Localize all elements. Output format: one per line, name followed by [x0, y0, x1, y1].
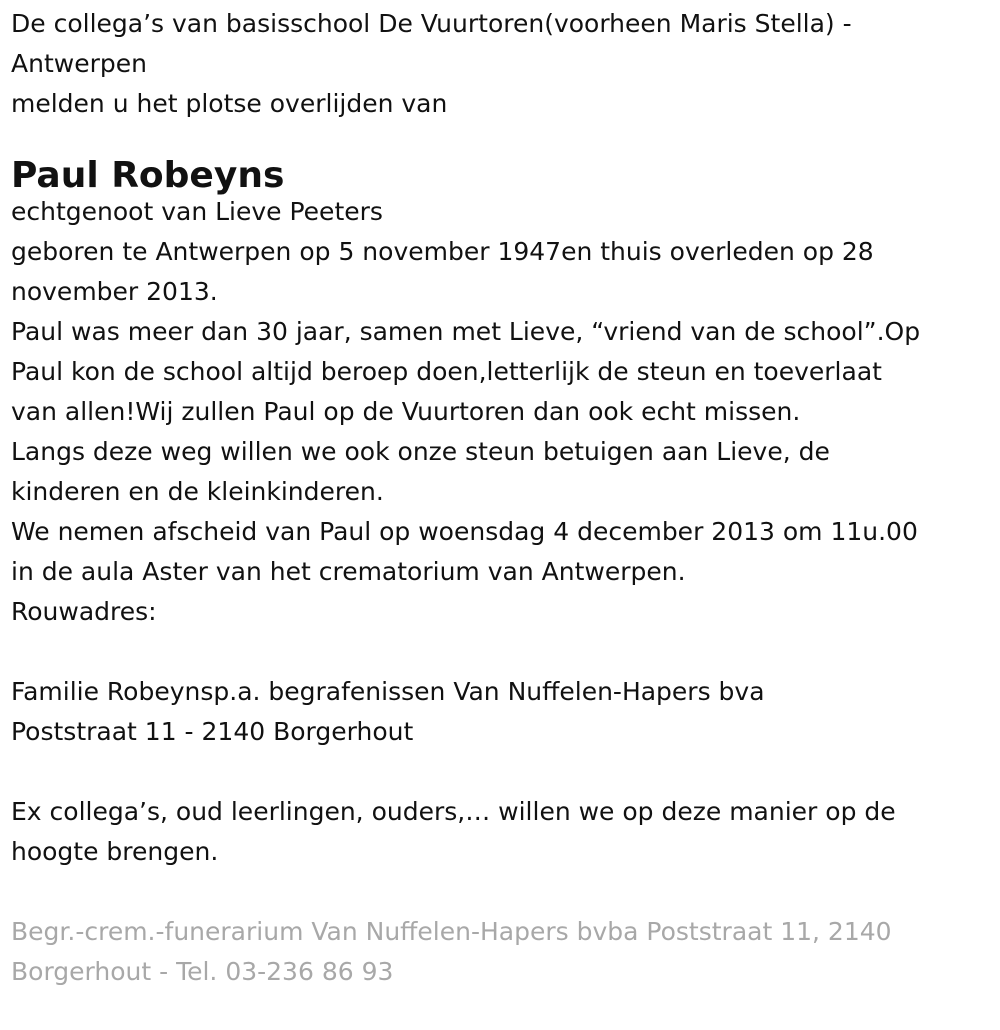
closing-line-1: Ex collega’s, oud leerlingen, ouders,… willen we op deze manier op de: [11, 797, 896, 826]
body-line: Paul kon de school altijd beroep doen,letterlijk de steun en toeverlaat: [11, 357, 882, 386]
footer-line-1: Begr.-crem.-funerarium Van Nuffelen-Hapers bvba Poststraat 11, 2140: [11, 917, 892, 946]
body-line: van allen!Wij zullen Paul op de Vuurtoren dan ook echt missen.: [11, 397, 801, 426]
address-line-1: Familie Robeynsp.a. begrafenissen Van Nuffelen-Hapers bva: [11, 677, 765, 706]
body-line: kinderen en de kleinkinderen.: [11, 477, 384, 506]
closing-line-2: hoogte brengen.: [11, 837, 219, 866]
footer-line-2: Borgerhout - Tel. 03-236 86 93: [11, 957, 394, 986]
body-line: Langs deze weg willen we ook onze steun betuigen aan Lieve, de: [11, 437, 830, 466]
address-line-2: Poststraat 11 - 2140 Borgerhout: [11, 717, 414, 746]
intro-line-2: Antwerpen: [11, 49, 147, 78]
body-line: Paul was meer dan 30 jaar, samen met Lieve, “vriend van de school”.Op: [11, 317, 921, 346]
spacer: [11, 632, 986, 672]
spacer: [11, 872, 986, 912]
intro-line-3: melden u het plotse overlijden van: [11, 89, 448, 118]
body-line: echtgenoot van Lieve Peeters: [11, 197, 383, 226]
body-line: november 2013.: [11, 277, 218, 306]
deceased-name: Paul Robeyns: [11, 155, 285, 196]
body-line: geboren te Antwerpen op 5 november 1947en thuis overleden op 28: [11, 237, 874, 266]
obituary-notice: [11, 4, 986, 992]
body-line: Rouwadres:: [11, 597, 157, 626]
body-line: We nemen afscheid van Paul op woensdag 4 december 2013 om 11u.00: [11, 517, 918, 546]
intro-line-1: De collega’s van basisschool De Vuurtoren(voorheen Maris Stella) -: [11, 9, 852, 38]
spacer: [11, 752, 986, 792]
body-line: in de aula Aster van het crematorium van Antwerpen.: [11, 557, 686, 586]
